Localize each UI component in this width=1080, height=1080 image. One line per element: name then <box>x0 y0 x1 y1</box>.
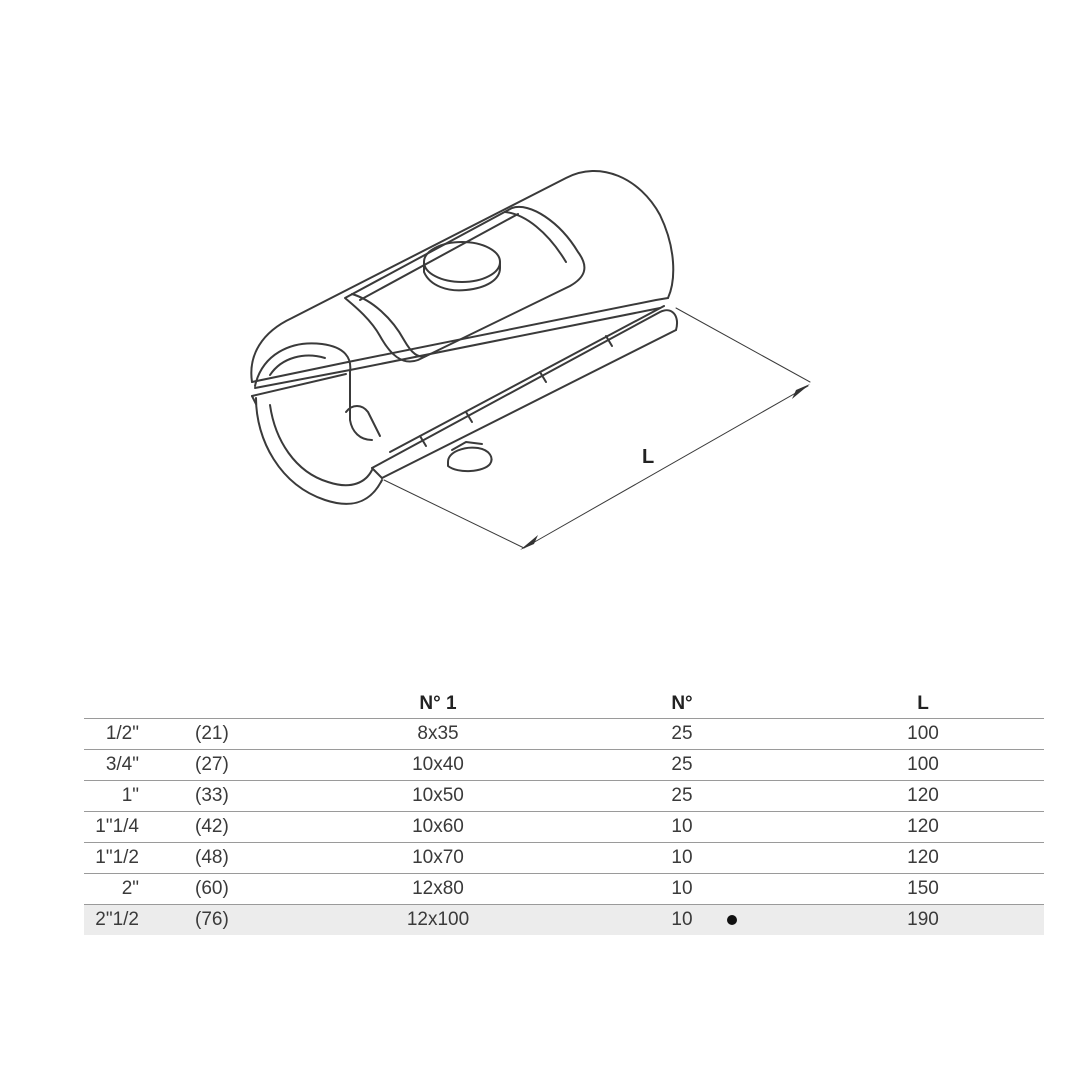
spec-table <box>84 690 1044 935</box>
cell-mm: (21) <box>139 719 314 750</box>
cell-mm: (76) <box>139 905 314 936</box>
cell-n1: 10x40 <box>314 750 562 781</box>
extension-line-left <box>384 480 524 548</box>
cell-l: 120 <box>802 781 1044 812</box>
cell-n: 10 <box>562 905 802 936</box>
cell-n: 25 <box>562 719 802 750</box>
cell-inch: 2"1/2 <box>84 905 139 936</box>
sleeve-lower-outer <box>256 398 382 504</box>
lower-flange <box>372 310 677 468</box>
cell-mm: (27) <box>139 750 314 781</box>
cell-inch: 1/2" <box>84 719 139 750</box>
dimension-label: L <box>642 446 655 468</box>
cell-l: 190 <box>802 905 1044 936</box>
table-row <box>84 874 1044 905</box>
cell-mm: (42) <box>139 812 314 843</box>
cell-inch: 1"1/4 <box>84 812 139 843</box>
marker-dot <box>727 915 737 925</box>
bolt-head <box>424 242 500 282</box>
cell-inch: 1" <box>84 781 139 812</box>
dimension-line <box>524 386 808 548</box>
bolt-nut <box>448 448 492 471</box>
cell-n1: 10x60 <box>314 812 562 843</box>
cell-n: 10 <box>562 812 802 843</box>
dim-arrow-right <box>792 384 810 399</box>
cell-inch: 1"1/2 <box>84 843 139 874</box>
header-n: N° <box>562 690 802 719</box>
cell-n: 25 <box>562 781 802 812</box>
cell-inch: 3/4" <box>84 750 139 781</box>
table-row <box>84 750 1044 781</box>
cell-n: 10 <box>562 843 802 874</box>
dim-arrow-left <box>520 535 538 550</box>
table-row <box>84 812 1044 843</box>
table-row <box>84 843 1044 874</box>
table-row <box>84 781 1044 812</box>
cell-n: 25 <box>562 750 802 781</box>
cell-mm: (60) <box>139 874 314 905</box>
cell-l: 120 <box>802 812 1044 843</box>
cell-n1: 12x80 <box>314 874 562 905</box>
cell-l: 120 <box>802 843 1044 874</box>
cell-l: 150 <box>802 874 1044 905</box>
header-mm <box>139 690 314 719</box>
cell-n1: 10x70 <box>314 843 562 874</box>
header-n1: N° 1 <box>314 690 562 719</box>
cell-n1: 10x50 <box>314 781 562 812</box>
cell-n1: 8x35 <box>314 719 562 750</box>
header-inch <box>84 690 139 719</box>
cell-l: 100 <box>802 719 1044 750</box>
extension-line-right <box>676 308 810 382</box>
cell-mm: (33) <box>139 781 314 812</box>
cell-mm: (48) <box>139 843 314 874</box>
table-row <box>84 905 1044 936</box>
table-header-row <box>84 690 1044 719</box>
cell-inch: 2" <box>84 874 139 905</box>
cell-l: 100 <box>802 750 1044 781</box>
cell-n: 10 <box>562 874 802 905</box>
header-l: L <box>802 690 1044 719</box>
cell-n1: 12x100 <box>314 905 562 936</box>
sleeve-outer-top <box>251 171 673 382</box>
table-row <box>84 719 1044 750</box>
